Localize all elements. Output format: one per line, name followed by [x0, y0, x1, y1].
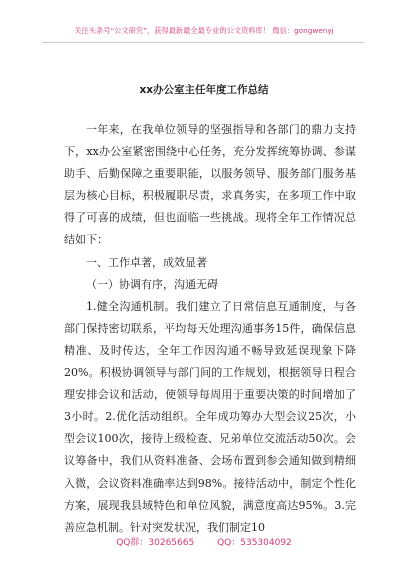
paragraph-intro: 一年来，在我单位领导的坚强指导和各部门的鼎力支持下，xx办公室紧密围绕中心任务，充分发挥统筹协调、参谋助手、后勤保障之重要职能，以服务领导、服务部门服务基层为核心目标，积极履职尽责，求真务实，在多项工作中取得了可喜的成绩，但也面临一些挑战。现将全年工作情况总结如下：	[64, 123, 356, 247]
header-divider	[42, 42, 364, 43]
section-heading: 一、工作卓著，成效显著	[86, 255, 207, 269]
footer-qq-number: QQ：535304092	[217, 538, 292, 548]
footer-contact	[0, 535, 408, 548]
subsection-heading: （一）协调有序，沟通无碍	[86, 277, 218, 291]
document-body	[64, 119, 356, 539]
footer-qq-group: QQ群：30265665	[116, 538, 195, 548]
document-title: xx办公室主任年度工作总结	[139, 84, 269, 96]
header-banner: 关注头条号“公文研究”，获得最新最全最专业的公文资料库！ 微信：gongwenyj	[74, 26, 334, 35]
paragraph-details: 1.健全沟通机制。我们建立了日常信息互通制度，与各部门保持密切联系，平均每天处理沟通事务15件，确保信息精准、及时传达，全年工作因沟通不畅导致延误现象下降20%。积极协调领导与部门间的工作规划，根据领导日程合理安排会议和活动，使领导每周用于重要决策的时间增加了3小时。2.优化活动组织。全年成功筹办大型会议25次，小型会议100次，接待上级检查、兄弟单位交流活动50次。会议筹备中，我们从资料准备、会场布置到参会通知做到精细入微，会议资料准确率达到98%。接待活动中，制定个性化方案，展现我县域特色和单位风貌，满意度高达95%。3.完善应急机制。针对突发状况，我们制定10	[64, 299, 356, 534]
